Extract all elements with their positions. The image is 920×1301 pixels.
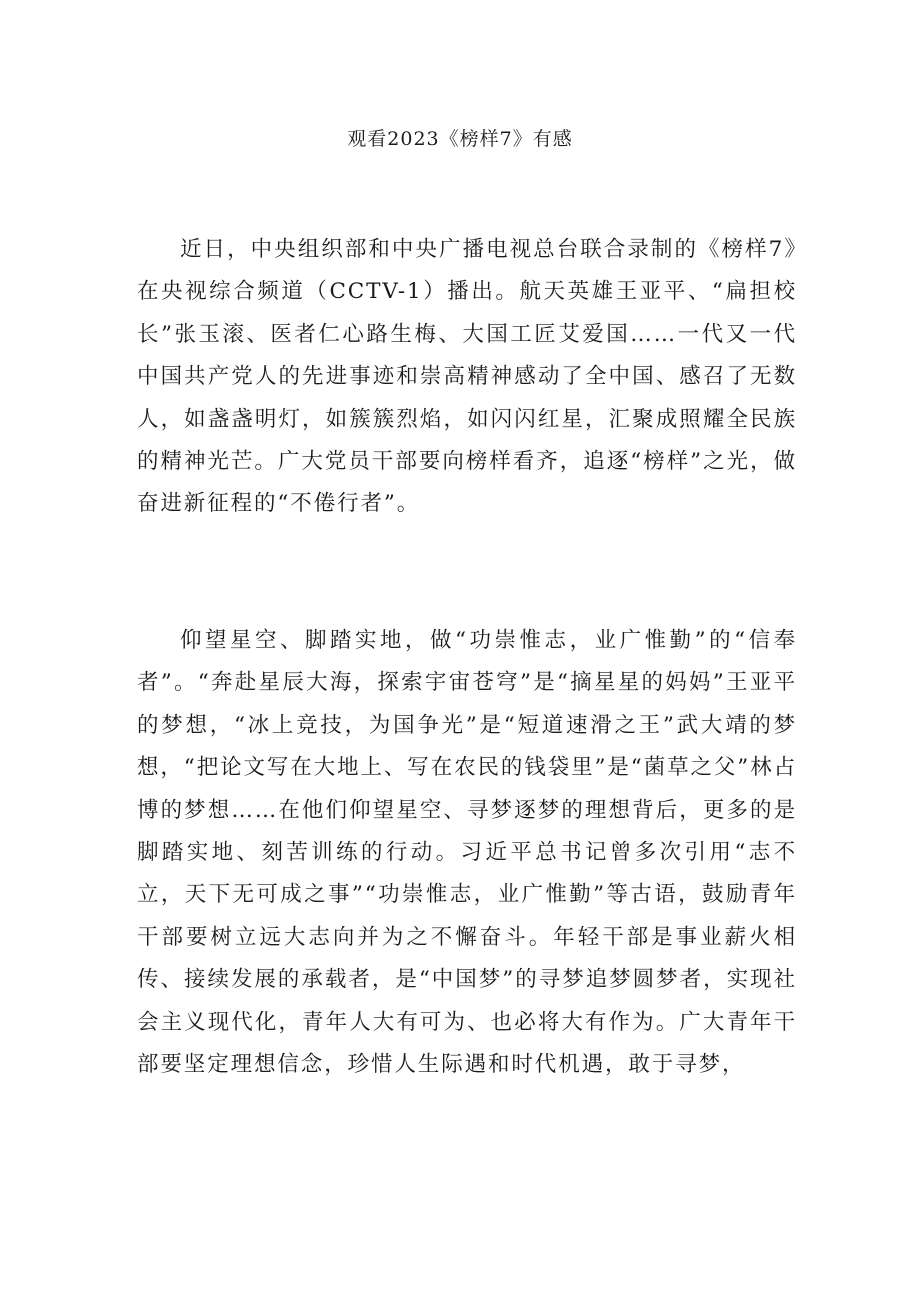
paragraph-stargazing: 仰望星空、脚踏实地，做“功崇惟志，业广惟勤”的“信奉者”。“奔赴星辰大海，探索宇宙苍穹”是“摘星星的妈妈”王亚平的梦想，“冰上竞技，为国争光”是“短道速滑之王”武大靖的梦想，“把论文写在大地上、写在农民的钱袋里”是“菌草之父”林占博的梦想……在他们仰望星空、寻梦逐梦的理想背后，更多的是脚踏实地、刻苦训练的行动。习近平总书记曾多次引用“志不立，天下无可成之事”“功崇惟志，业广惟勤”等古语，鼓励青年干部要树立远大志向并为之不懈奋斗。年轻干部是事业薪火相传、接续发展的承载者，是“中国梦”的寻梦追梦圆梦者，实现社会主义现代化，青年人大有可为、也必将大有作为。广大青年干部要坚定理想信念，珍惜人生际遇和时代机遇，敢于寻梦，: [137, 628, 797, 1078]
paragraph-intro: 近日，中央组织部和中央广播电视总台联合录制的《榜样7》在央视综合频道（CCTV-1）播出。航天英雄王亚平、“扁担校长”张玉滚、医者仁心路生梅、大国工匠艾爱国……一代又一代中国共产党人的先进事迹和崇高精神感动了全中国、感召了无数人，如盏盏明灯，如簇簇烈焰，如闪闪红星，汇聚成照耀全民族的精神光芒。广大党员干部要向榜样看齐，追逐“榜样”之光，做奋进新征程的“不倦行者”。: [137, 237, 797, 517]
document-title: 观看2023《榜样7》有感: [347, 128, 573, 150]
